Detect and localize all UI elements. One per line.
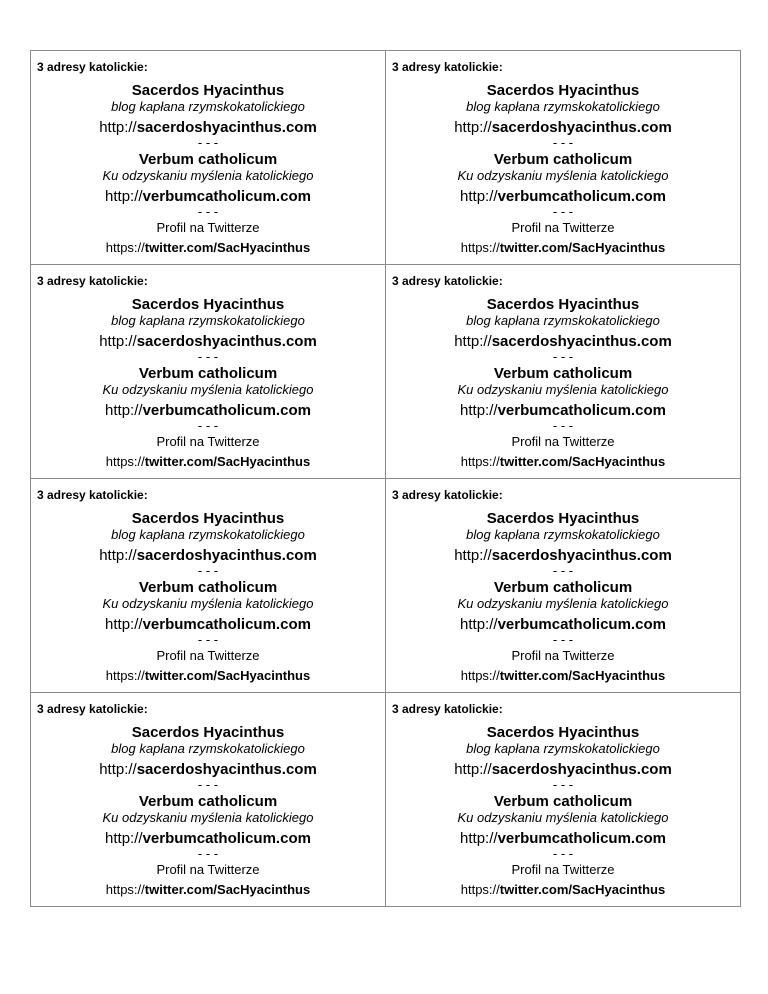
site2-url[interactable] [386,616,740,633]
site3-url[interactable] [386,882,740,897]
url-prefix: http:// [460,830,498,847]
site1-url[interactable] [31,761,385,778]
site1-title: Sacerdos Hyacinthus [486,296,640,313]
url-prefix: https:// [460,668,500,683]
url-prefix: http:// [454,333,492,350]
card-header: 3 adresy katolickie: [37,274,148,288]
url-prefix: https:// [105,882,145,897]
site2-subtitle: Ku odzyskaniu myślenia katolickiego [457,810,669,825]
site2-url[interactable] [31,188,385,205]
url-prefix: https:// [460,882,500,897]
site2-subtitle: Ku odzyskaniu myślenia katolickiego [102,810,314,825]
separator: - - - [197,846,219,861]
site3-title: Profil na Twitterze [156,648,260,663]
site1-subtitle: blog kapłana rzymskokatolickiego [466,99,660,114]
address-card [31,265,386,479]
site3-url[interactable] [31,240,385,255]
site2-title: Verbum catholicum [138,365,278,382]
url-prefix: https:// [105,454,145,469]
site2-subtitle: Ku odzyskaniu myślenia katolickiego [457,382,669,397]
url-domain: verbumcatholicum.com [142,188,311,205]
site1-title: Sacerdos Hyacinthus [131,296,285,313]
site3-url[interactable] [386,668,740,683]
site2-subtitle: Ku odzyskaniu myślenia katolickiego [457,596,669,611]
address-card [386,51,741,265]
url-domain: sacerdoshyacinthus.com [136,547,317,564]
card-header: 3 adresy katolickie: [37,60,148,74]
url-prefix: http:// [460,616,498,633]
url-domain: sacerdoshyacinthus.com [491,547,672,564]
url-domain: twitter.com/SacHyacinthus [499,668,666,683]
card-header: 3 adresy katolickie: [392,60,503,74]
site3-url[interactable] [31,668,385,683]
site3-title: Profil na Twitterze [156,862,260,877]
url-domain: sacerdoshyacinthus.com [491,119,672,136]
site1-url[interactable] [386,333,740,350]
site1-url[interactable] [31,119,385,136]
site3-title: Profil na Twitterze [511,648,615,663]
url-prefix: https:// [105,668,145,683]
url-domain: twitter.com/SacHyacinthus [144,882,311,897]
separator: - - - [552,846,574,861]
site2-url[interactable] [31,616,385,633]
url-domain: sacerdoshyacinthus.com [491,761,672,778]
url-domain: verbumcatholicum.com [497,830,666,847]
site3-title: Profil na Twitterze [156,220,260,235]
url-prefix: https:// [105,240,145,255]
separator: - - - [552,563,574,578]
site1-url[interactable] [386,761,740,778]
site2-subtitle: Ku odzyskaniu myślenia katolickiego [102,596,314,611]
site1-title: Sacerdos Hyacinthus [486,82,640,99]
site1-title: Sacerdos Hyacinthus [486,724,640,741]
site2-title: Verbum catholicum [493,365,633,382]
site1-subtitle: blog kapłana rzymskokatolickiego [111,527,305,542]
site3-url[interactable] [31,882,385,897]
site2-title: Verbum catholicum [138,151,278,168]
address-card [386,479,741,693]
url-domain: verbumcatholicum.com [142,830,311,847]
url-prefix: http:// [99,761,137,778]
url-prefix: http:// [105,402,143,419]
site3-title: Profil na Twitterze [156,434,260,449]
separator: - - - [552,632,574,647]
url-domain: twitter.com/SacHyacinthus [144,454,311,469]
separator: - - - [552,135,574,150]
site1-subtitle: blog kapłana rzymskokatolickiego [466,741,660,756]
url-domain: verbumcatholicum.com [142,616,311,633]
separator: - - - [552,418,574,433]
url-prefix: http:// [454,119,492,136]
separator: - - - [197,418,219,433]
site2-subtitle: Ku odzyskaniu myślenia katolickiego [102,382,314,397]
site2-url[interactable] [386,402,740,419]
separator: - - - [197,777,219,792]
url-domain: sacerdoshyacinthus.com [136,119,317,136]
url-prefix: http:// [105,616,143,633]
site2-subtitle: Ku odzyskaniu myślenia katolickiego [102,168,314,183]
card-header: 3 adresy katolickie: [37,702,148,716]
url-prefix: http:// [99,333,137,350]
separator: - - - [197,204,219,219]
site1-title: Sacerdos Hyacinthus [131,82,285,99]
card-header: 3 adresy katolickie: [392,274,503,288]
separator: - - - [197,135,219,150]
address-card [31,479,386,693]
card-header: 3 adresy katolickie: [37,488,148,502]
address-card [31,693,386,907]
url-prefix: http:// [99,547,137,564]
separator: - - - [552,204,574,219]
card-grid [31,51,741,907]
site1-url[interactable] [31,333,385,350]
url-domain: twitter.com/SacHyacinthus [144,668,311,683]
site1-url[interactable] [386,119,740,136]
site1-url[interactable] [31,547,385,564]
url-domain: sacerdoshyacinthus.com [136,761,317,778]
site2-url[interactable] [31,830,385,847]
url-prefix: http:// [105,188,143,205]
card-header: 3 adresy katolickie: [392,702,503,716]
url-domain: verbumcatholicum.com [497,188,666,205]
site3-title: Profil na Twitterze [511,220,615,235]
separator: - - - [552,777,574,792]
site2-title: Verbum catholicum [493,151,633,168]
site3-url[interactable] [31,454,385,469]
site3-url[interactable] [386,240,740,255]
site2-url[interactable] [31,402,385,419]
site3-title: Profil na Twitterze [511,434,615,449]
url-prefix: http:// [460,402,498,419]
address-card [386,693,741,907]
site2-url[interactable] [386,188,740,205]
url-domain: verbumcatholicum.com [142,402,311,419]
card-header: 3 adresy katolickie: [392,488,503,502]
site1-subtitle: blog kapłana rzymskokatolickiego [111,99,305,114]
site1-subtitle: blog kapłana rzymskokatolickiego [111,741,305,756]
site2-title: Verbum catholicum [138,793,278,810]
site1-subtitle: blog kapłana rzymskokatolickiego [466,313,660,328]
url-prefix: http:// [454,547,492,564]
site1-url[interactable] [386,547,740,564]
site1-title: Sacerdos Hyacinthus [131,510,285,527]
separator: - - - [197,632,219,647]
url-domain: sacerdoshyacinthus.com [136,333,317,350]
site2-title: Verbum catholicum [493,793,633,810]
site2-subtitle: Ku odzyskaniu myślenia katolickiego [457,168,669,183]
url-prefix: http:// [454,761,492,778]
separator: - - - [197,349,219,364]
url-domain: verbumcatholicum.com [497,616,666,633]
url-prefix: https:// [460,454,500,469]
site3-title: Profil na Twitterze [511,862,615,877]
site2-url[interactable] [386,830,740,847]
url-domain: sacerdoshyacinthus.com [491,333,672,350]
site3-url[interactable] [386,454,740,469]
business-card-sheet [30,50,741,907]
separator: - - - [197,563,219,578]
url-prefix: https:// [460,240,500,255]
url-domain: twitter.com/SacHyacinthus [499,240,666,255]
url-prefix: http:// [99,119,137,136]
address-card [386,265,741,479]
site2-title: Verbum catholicum [138,579,278,596]
address-card [31,51,386,265]
url-prefix: http:// [105,830,143,847]
site1-title: Sacerdos Hyacinthus [131,724,285,741]
url-domain: twitter.com/SacHyacinthus [144,240,311,255]
separator: - - - [552,349,574,364]
site1-subtitle: blog kapłana rzymskokatolickiego [466,527,660,542]
site2-title: Verbum catholicum [493,579,633,596]
url-prefix: http:// [460,188,498,205]
site1-subtitle: blog kapłana rzymskokatolickiego [111,313,305,328]
url-domain: twitter.com/SacHyacinthus [499,454,666,469]
url-domain: verbumcatholicum.com [497,402,666,419]
url-domain: twitter.com/SacHyacinthus [499,882,666,897]
site1-title: Sacerdos Hyacinthus [486,510,640,527]
